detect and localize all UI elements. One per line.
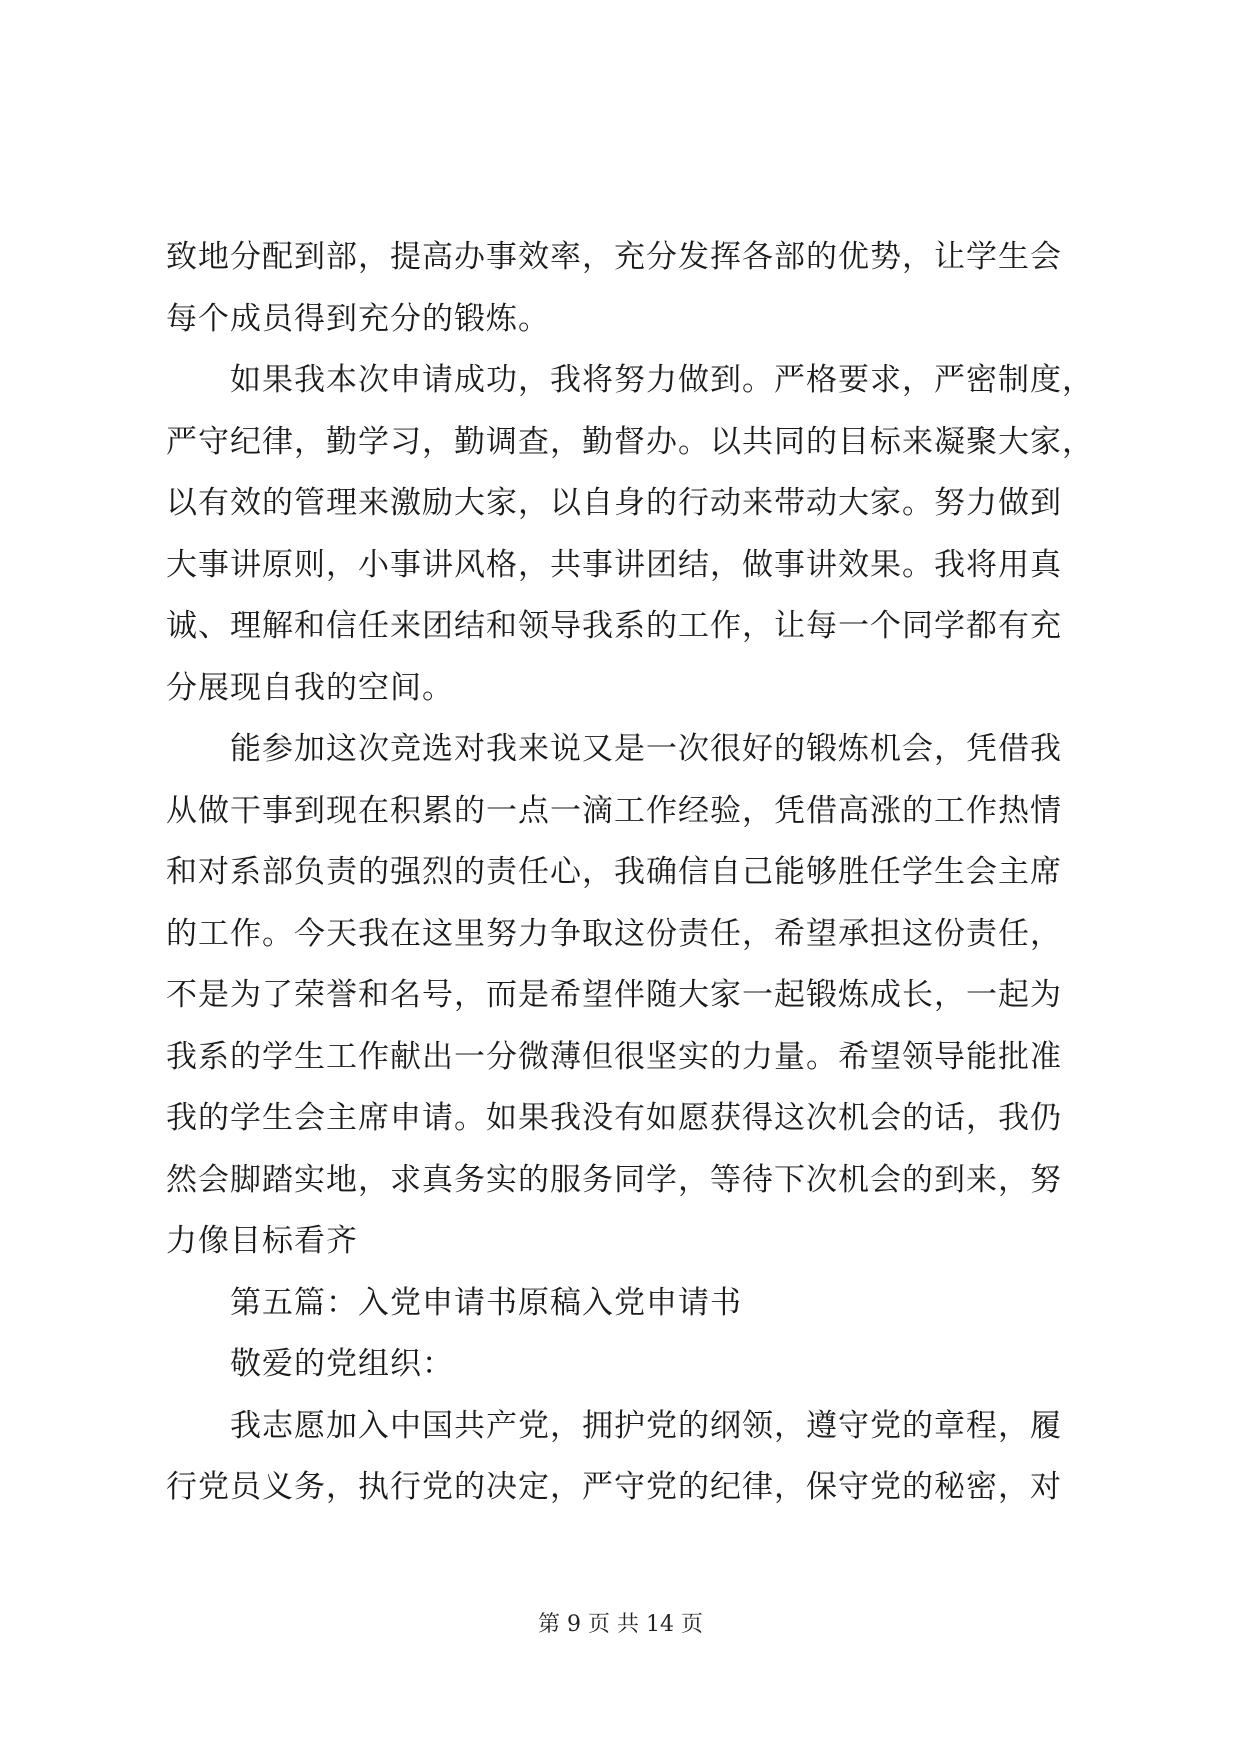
text-line: 诚、理解和信任来团结和领导我系的工作，让每一个同学都有充 [166,608,1062,644]
text-line: 从做干事到现在积累的一点一滴工作经验，凭借高涨的工作热情 [166,792,1062,829]
text-line: 严守纪律，勤学习，勤调查，勤督办。以共同的目标来凝聚大家， [166,423,1094,460]
text-line: 致地分配到部，提高办事效率，充分发挥各部的优势，让学生会 [166,239,1062,275]
text-line: 大事讲原则，小事讲风格，共事讲团结，做事讲效果。我将用真 [166,546,1062,583]
text-line: 分展现自我的空间。 [166,669,454,706]
text-line: 行党员义务，执行党的决定，严守党的纪律，保守党的秘密，对 [166,1469,1062,1505]
section-heading: 第五篇：入党申请书原稿入党申请书 [230,1284,742,1321]
page-number-footer: 第 9 页 共 14 页 [538,1612,703,1637]
text-line: 和对系部负责的强烈的责任心，我确信自己能够胜任学生会主席 [166,854,1062,890]
text-line: 每个成员得到充分的锻炼。 [166,300,550,337]
paragraph-first-line: 如果我本次申请成功，我将努力做到。严格要求，严密制度， [230,362,1094,398]
text-line: 力像目标看齐 [166,1223,358,1259]
text-line: 然会脚踏实地，求真务实的服务同学，等待下次机会的到来，努 [166,1161,1062,1198]
salutation: 敬爱的党组织： [230,1346,454,1382]
text-line: 的工作。今天我在这里努力争取这份责任，希望承担这份责任， [166,915,1062,952]
text-line: 我系的学生工作献出一分微薄但很坚实的力量。希望领导能批准 [166,1038,1062,1075]
text-line: 我的学生会主席申请。如果我没有如愿获得这次机会的话，我仍 [166,1100,1062,1136]
paragraph-first-line: 能参加这次竞选对我来说又是一次很好的锻炼机会，凭借我 [230,731,1062,767]
body-text [166,227,1094,1519]
paragraph-first-line: 我志愿加入中国共产党，拥护党的纲领，遵守党的章程，履 [230,1407,1062,1444]
text-line: 以有效的管理来激励大家，以自身的行动来带动大家。努力做到 [166,485,1062,521]
text-line: 不是为了荣誉和名号，而是希望伴随大家一起锻炼成长，一起为 [166,977,1062,1013]
